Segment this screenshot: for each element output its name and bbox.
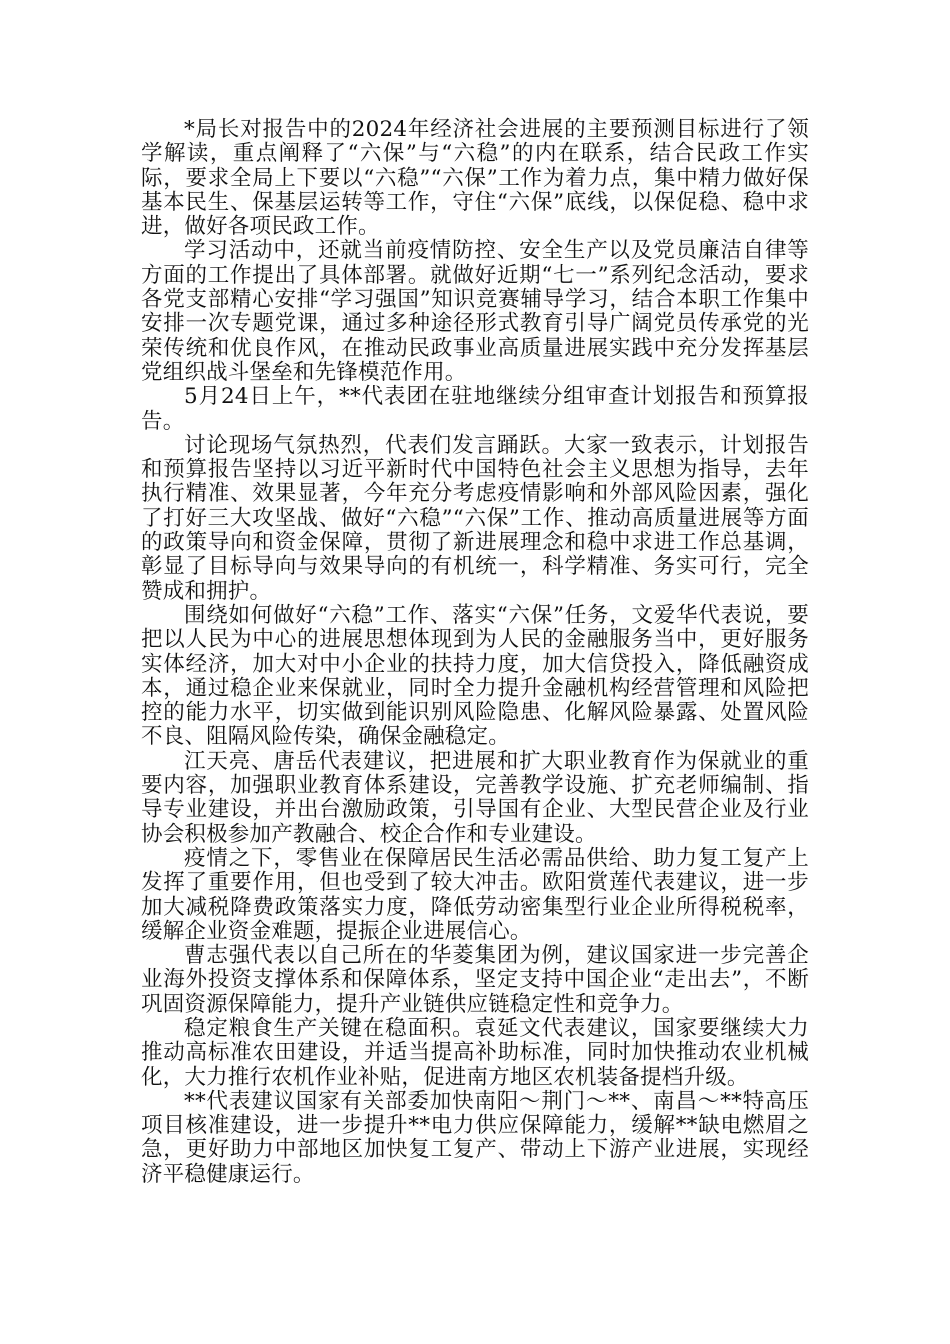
paragraph-2: 学习活动中，还就当前疫情防控、安全生产以及党员廉洁自律等方面的工作提出了具体部署。就做好近期“七一”系列纪念活动，要求各党支部精心安排“学习强国”知识竞赛辅导学习，结合本职工作集中安排一次专题党课，通过多种途径形式教育引导广阔党员传承党的光荣传统和优良作风，在推动民政事业高质量进展实践中充分发挥基层党组织战斗堡垒和先锋模范作用。 <box>141 238 809 385</box>
paragraph-1: *局长对报告中的2024年经济社会进展的主要预测目标进行了领学解读，重点阐释了“六保”与“六稳”的内在联系，结合民政工作实际，要求全局上下要以“六稳”“六保”工作为着力点，集中精力做好保基本民生、保基层运转等工作，守住“六保”底线，以保促稳、稳中求进，做好各项民政工作。 <box>141 117 809 240</box>
paragraph-3: 5月24日上午，**代表团在驻地继续分组审查计划报告和预算报告。 <box>141 384 809 434</box>
paragraph-8: 曹志强代表以自己所在的华菱集团为例，建议国家进一步完善企业海外投资支撑体系和保障体系，坚定支持中国企业“走出去”，不断巩固资源保障能力，提升产业链供应链稳定性和竞争力。 <box>141 943 809 1017</box>
document-body <box>141 118 809 1187</box>
paragraph-9: 稳定粮食生产关键在稳面积。袁延文代表建议，国家要继续大力推动高标准农田建设，并适当提高补助标准，同时加快推动农业机械化，大力推行农机作业补贴，促进南方地区农机装备提档升级。 <box>141 1015 809 1090</box>
paragraph-7: 疫情之下，零售业在保障居民生活必需品供给、助力复工复产上发挥了重要作用，但也受到了较大冲击。欧阳赏莲代表建议，进一步加大减税降费政策落实力度，降低劳动密集型行业企业所得税税率，缓解企业资金难题，提振企业进展信心。 <box>141 845 809 944</box>
paragraph-5: 围绕如何做好“六稳”工作、落实“六保”任务，文爱华代表说，要把以人民为中心的进展思想体现到为人民的金融服务当中，更好服务实体经济，加大对中小企业的扶持力度，加大信贷投入，降低融资成本，通过稳企业来保就业，同时全力提升金融机构经营管理和风险把控的能力水平，切实做到能识别风险隐患、化解风险暴露、处置风险不良、阻隔风险传染，确保金融稳定。 <box>141 602 809 750</box>
paragraph-4: 讨论现场气氛热烈，代表们发言踊跃。大家一致表示，计划报告和预算报告坚持以习近平新时代中国特色社会主义思想为指导，去年执行精准、效果显著，今年充分考虑疫情影响和外部风险因素，强化了打好三大攻坚战、做好“六稳”“六保”工作、推动高质量进展等方面的政策导向和资金保障，贯彻了新进展理念和稳中求进工作总基调，彰显了目标导向与效果导向的有机统一，科学精准、务实可行，完全赞成和拥护。 <box>141 432 809 604</box>
paragraph-6: 江天亮、唐岳代表建议，把进展和扩大职业教育作为保就业的重要内容，加强职业教育体系建设，完善教学设施、扩充老师编制、指导专业建设，并出台激励政策，引导国有企业、大型民营企业及行业协会积极参加产教融合、校企合作和专业建设。 <box>141 748 809 847</box>
paragraph-10: **代表建议国家有关部委加快南阳～荆门～**、南昌～**特高压项目核准建设，进一步提升**电力供应保障能力，缓解**缺电燃眉之急，更好助力中部地区加快复工复产、带动上下游产业进展，实现经济平稳健康运行。 <box>141 1088 809 1187</box>
